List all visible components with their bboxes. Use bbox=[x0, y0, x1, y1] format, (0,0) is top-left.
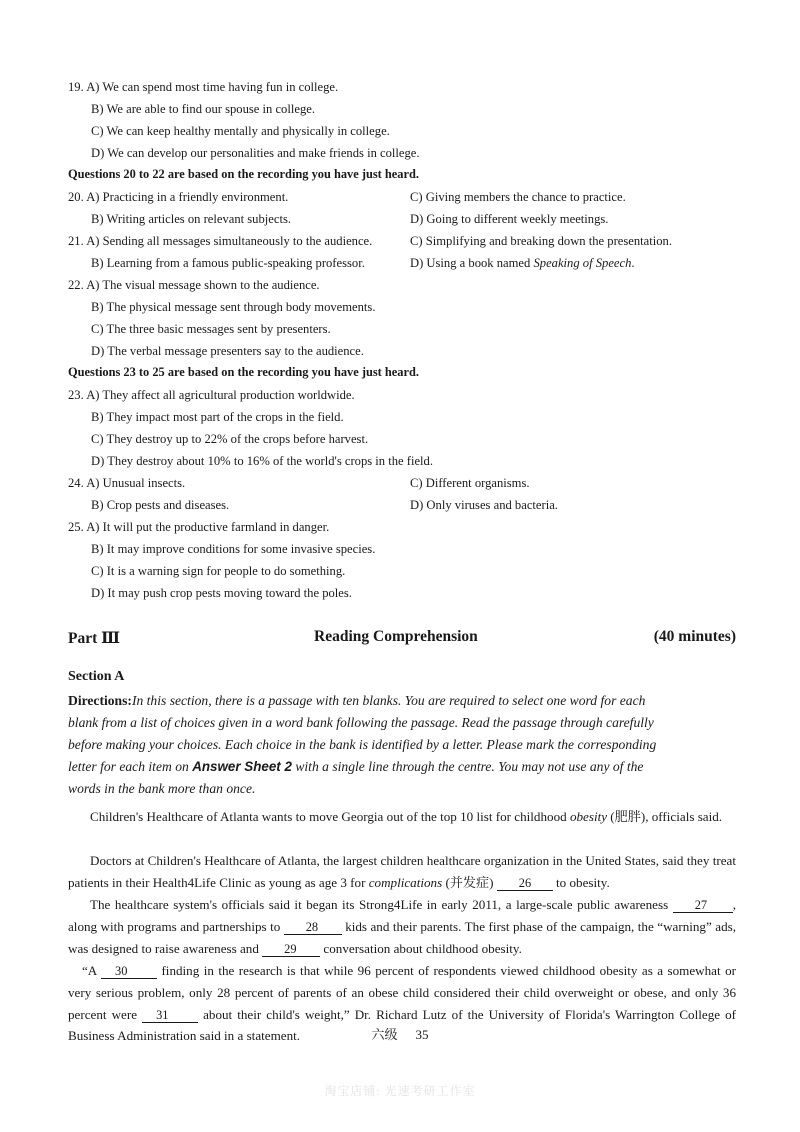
p3-text-b: , along with programs and partnerships to bbox=[68, 897, 736, 934]
q24-option-a: 24. A) Unusual insects. bbox=[68, 476, 186, 490]
q25-option-a: 25. A) It will put the productive farmland in danger. bbox=[68, 520, 330, 534]
q25-option-d: D) It may push crop pests moving toward the poles. bbox=[91, 586, 352, 600]
shop-watermark: 淘宝店铺: 光速考研工作室 bbox=[324, 1084, 476, 1098]
heading-questions-20-22: Questions 20 to 22 are based on the recording you have just heard. bbox=[68, 167, 419, 181]
p4-text-a: “A bbox=[82, 963, 101, 978]
blank-28[interactable]: 28 bbox=[284, 921, 342, 935]
q23-option-c: C) They destroy up to 22% of the crops before harvest. bbox=[91, 432, 369, 446]
q23-option-a: 23. A) They affect all agricultural production worldwide. bbox=[68, 388, 355, 402]
q21-option-d-text: D) Using a book named bbox=[410, 256, 534, 270]
p4-text-b: finding in the research is that while 96 percent of respondents viewed childhood obesity as a somewhat or very serious problem, only 28 percent of parents of an obese child considered their child overweight or obese, and only 36 percent were bbox=[68, 963, 736, 1022]
directions-text-4a: letter for each item on bbox=[68, 759, 193, 774]
q19-option-d: D) We can develop our personalities and make friends in college. bbox=[91, 146, 420, 160]
directions-line-4 bbox=[68, 756, 736, 778]
blank-27[interactable]: 27 bbox=[673, 899, 733, 913]
q19-option-a: 19. A) We can spend most time having fun in college. bbox=[68, 80, 339, 94]
p3-text-d: conversation about childhood obesity. bbox=[320, 940, 522, 956]
q19-option-c: C) We can keep healthy mentally and physically in college. bbox=[91, 124, 390, 138]
answer-sheet-label: Answer Sheet 2 bbox=[192, 759, 292, 774]
blank-26[interactable]: 26 bbox=[497, 877, 553, 891]
directions-label: Directions: bbox=[68, 693, 132, 708]
directions-line-2: blank from a list of choices given in a word bank following the passage. Read the passage through carefully bbox=[68, 715, 654, 730]
p4-text-c: about their child's weight,” Dr. Richard Lutz of the University of Florida's Warrington College of Business Administration said in a statement. bbox=[68, 1006, 736, 1044]
q21-option-d-end: . bbox=[631, 256, 635, 270]
q24-option-d: D) Only viruses and bacteria. bbox=[410, 498, 558, 512]
directions-text-1: In this section, there is a passage with ten blanks. You are required to select one word for each bbox=[131, 693, 646, 708]
q21-option-a: 21. A) Sending all messages simultaneously to the audience. bbox=[68, 234, 373, 248]
q20-option-a: 20. A) Practicing in a friendly environment. bbox=[68, 190, 289, 204]
part-label: Part Ⅲ bbox=[68, 630, 121, 647]
q25-option-b: B) It may improve conditions for some invasive species. bbox=[91, 542, 376, 556]
q23-option-d: D) They destroy about 10% to 16% of the world's crops in the field. bbox=[91, 454, 433, 468]
part-time: (40 minutes) bbox=[653, 628, 736, 645]
directions-line-5: words in the bank more than once. bbox=[68, 781, 256, 796]
q24-option-b: B) Crop pests and diseases. bbox=[91, 498, 230, 512]
directions-line-1 bbox=[68, 690, 736, 712]
p1-text-end: (肥胖), officials said. bbox=[607, 809, 723, 824]
q19-option-b: B) We are able to find our spouse in college. bbox=[91, 102, 315, 116]
heading-questions-23-25: Questions 23 to 25 are based on the recording you have just heard. bbox=[68, 365, 419, 379]
page-number: 35 bbox=[415, 1027, 429, 1042]
page-footer bbox=[0, 1024, 800, 1043]
q21-option-c: C) Simplifying and breaking down the presentation. bbox=[410, 234, 672, 248]
p1-text: Children's Healthcare of Atlanta wants to move Georgia out of the top 10 list for childhood bbox=[90, 809, 570, 824]
q22-option-d: D) The verbal message presenters say to the audience. bbox=[91, 344, 364, 358]
q25-option-c: C) It is a warning sign for people to do something. bbox=[91, 564, 346, 578]
p1-term: obesity bbox=[569, 809, 608, 824]
part-header bbox=[68, 628, 736, 650]
part-title: Reading Comprehension bbox=[314, 628, 478, 645]
p2-term: complications bbox=[368, 874, 443, 890]
p2-text: Doctors at Children's Healthcare of Atlanta, the largest children healthcare organization in the United States, said they treat patients in their Health4Life Clinic as young as age 3 for bbox=[68, 853, 736, 890]
q22-option-b: B) The physical message sent through body movements. bbox=[91, 300, 376, 314]
q23-option-b: B) They impact most part of the crops in the field. bbox=[91, 410, 344, 424]
q24-option-c: C) Different organisms. bbox=[410, 476, 530, 490]
blank-31[interactable]: 31 bbox=[142, 1009, 198, 1023]
q22-option-c: C) The three basic messages sent by presenters. bbox=[91, 322, 331, 336]
passage-paragraph-2 bbox=[68, 850, 736, 894]
q20-option-b: B) Writing articles on relevant subjects. bbox=[91, 212, 292, 226]
q20-option-d: D) Going to different weekly meetings. bbox=[410, 212, 609, 226]
p2-gloss: (并发症) bbox=[442, 874, 497, 890]
q21-option-d bbox=[410, 255, 635, 271]
exam-level: 六级 bbox=[371, 1027, 398, 1042]
directions-line-3: before making your choices. Each choice in the bank is identified by a letter. Please mark the corresponding bbox=[68, 737, 657, 752]
q21-option-b: B) Learning from a famous public-speaking professor. bbox=[91, 256, 365, 270]
book-title: Speaking of Speech bbox=[533, 256, 632, 270]
section-title: Section A bbox=[68, 669, 125, 684]
p2-text-end: to obesity. bbox=[552, 874, 610, 890]
q20-option-c: C) Giving members the chance to practice. bbox=[410, 190, 626, 204]
passage-paragraph-3 bbox=[68, 894, 736, 959]
directions-text-4b: with a single line through the centre. You may not use any of the bbox=[291, 759, 644, 774]
p3-text-c: kids and their parents. The first phase of the campaign, the “warning” ads, was designed to raise awareness and bbox=[68, 918, 736, 956]
blank-30[interactable]: 30 bbox=[101, 965, 157, 979]
passage-paragraph-1 bbox=[68, 806, 736, 828]
q22-option-a: 22. A) The visual message shown to the audience. bbox=[68, 278, 320, 292]
blank-29[interactable]: 29 bbox=[262, 943, 320, 957]
p3-text-a: The healthcare system's officials said it began its Strong4Life in early 2011, a large-scale public awareness bbox=[90, 897, 673, 912]
